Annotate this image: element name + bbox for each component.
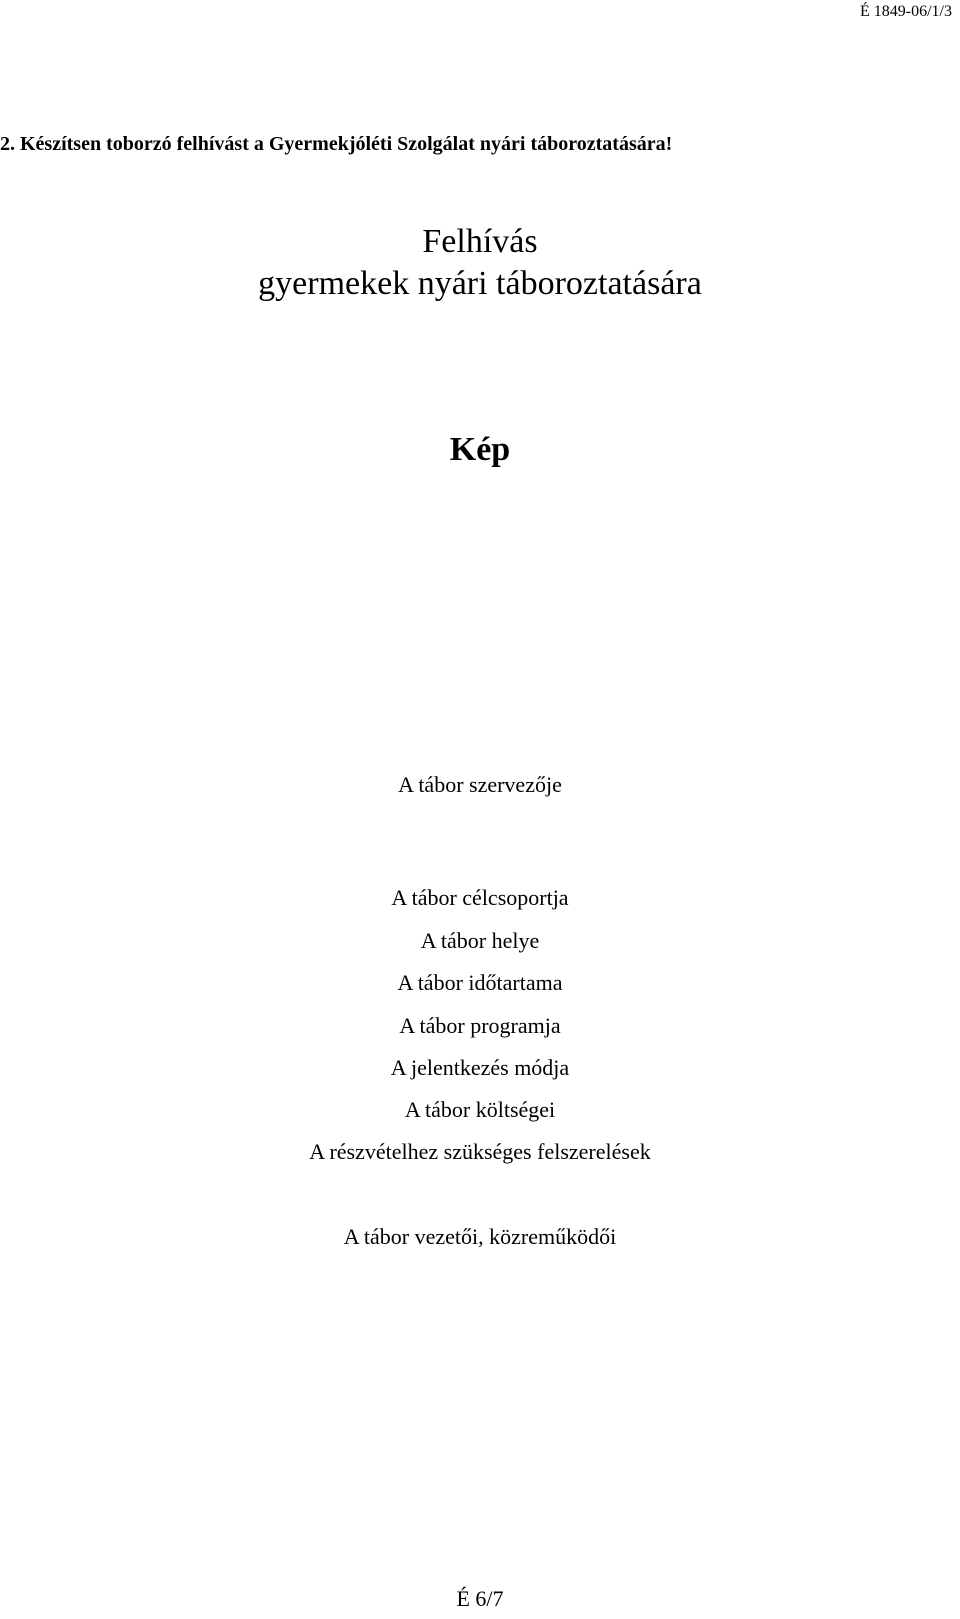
poster-item-equipment: A részvételhez szükséges felszerelések bbox=[309, 1139, 651, 1164]
poster-item-costs: A tábor költségei bbox=[404, 1097, 556, 1122]
poster-item-location: A tábor helye bbox=[420, 928, 540, 953]
poster-title: Felhívás bbox=[422, 223, 538, 260]
page-number: É 6/7 bbox=[456, 1586, 504, 1611]
poster-item-leaders: A tábor vezetői, közreműködői bbox=[343, 1224, 617, 1249]
document-code: É 1849-06/1/3 bbox=[860, 3, 952, 20]
poster-subtitle: gyermekek nyári táboroztatására bbox=[258, 265, 702, 302]
poster-item-application: A jelentkezés módja bbox=[390, 1055, 570, 1080]
image-placeholder: Kép bbox=[449, 431, 511, 468]
poster-item-program: A tábor programja bbox=[399, 1013, 561, 1038]
poster-item-organizer: A tábor szervezője bbox=[398, 772, 562, 797]
task-instruction: 2. Készítsen toborzó felhívást a Gyermekjóléti Szolgálat nyári táboroztatására! bbox=[0, 133, 673, 155]
poster-item-duration: A tábor időtartama bbox=[397, 970, 563, 995]
poster-item-target-group: A tábor célcsoportja bbox=[391, 885, 569, 910]
